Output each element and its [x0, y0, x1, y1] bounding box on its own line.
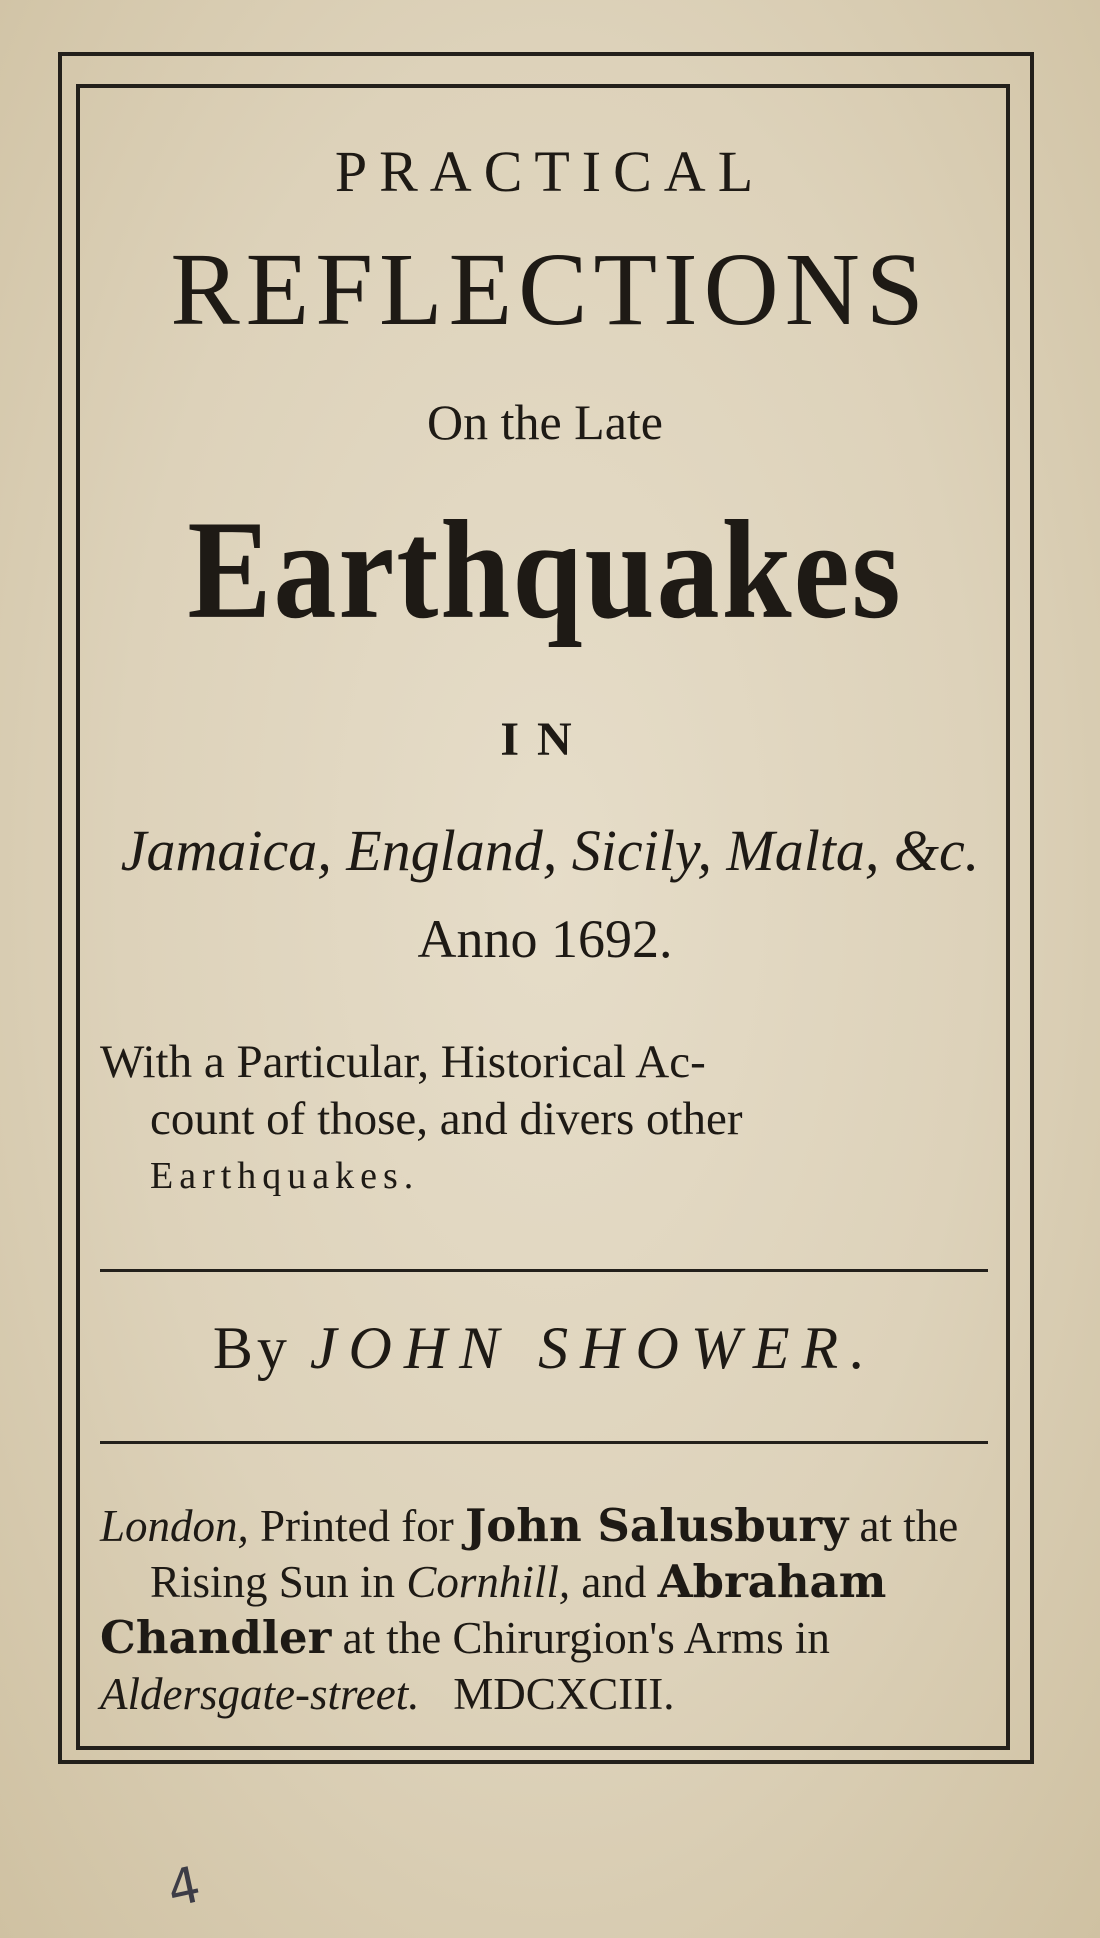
- imprint-and: and: [581, 1557, 647, 1607]
- title-line-on-the-late: On the Late: [426, 394, 663, 450]
- horizontal-rule-bottom: [100, 1441, 988, 1444]
- imprint-printed-for: Printed for: [260, 1501, 454, 1551]
- imprint-sign-2: at the Chirurgion's Arms in: [342, 1613, 830, 1663]
- imprint-row-2: [100, 1554, 980, 1610]
- imprint-paragraph: [100, 1498, 980, 1722]
- imprint-year: MDCXCIII.: [453, 1669, 675, 1719]
- title-line-anno: Anno 1692.: [417, 909, 673, 969]
- imprint-row-3: [100, 1610, 980, 1666]
- imprint-place-1: Cornhill,: [406, 1557, 571, 1607]
- author-name: JOHN SHOWER.: [309, 1315, 878, 1381]
- author-by: By: [212, 1315, 291, 1381]
- imprint-row-4: [100, 1666, 980, 1722]
- imprint-city: London,: [100, 1501, 249, 1551]
- imprint-bookseller-2-last: Chandler: [100, 1611, 332, 1664]
- title-line-reflections: REFLECTIONS: [170, 232, 930, 347]
- account-paragraph: [100, 1034, 980, 1205]
- title-line-earthquakes: Earthquakes: [187, 492, 903, 649]
- imprint-row-1: [100, 1498, 980, 1554]
- imprint-sign-1: Rising Sun in: [150, 1557, 396, 1607]
- title-line-in: IN: [500, 713, 590, 766]
- imprint-at-the: at the: [859, 1501, 959, 1551]
- account-row-3: Earthquakes.: [150, 1155, 420, 1197]
- imprint-street: Aldersgate-street.: [100, 1669, 420, 1719]
- pencil-mark: 4: [162, 1855, 206, 1919]
- imprint-bookseller-1: John Salusbury: [465, 1499, 849, 1552]
- title-line-places: Jamaica, England, Sicily, Malta, &c.: [120, 818, 980, 883]
- horizontal-rule-top: [100, 1269, 988, 1272]
- imprint-bookseller-2-first: Abraham: [657, 1555, 887, 1608]
- account-row-2: count of those, and divers other: [150, 1093, 743, 1145]
- author-line: [100, 1315, 990, 1381]
- title-line-practical: PRACTICAL: [334, 139, 766, 204]
- account-row-1: With a Particular, Historical Ac-: [100, 1036, 706, 1088]
